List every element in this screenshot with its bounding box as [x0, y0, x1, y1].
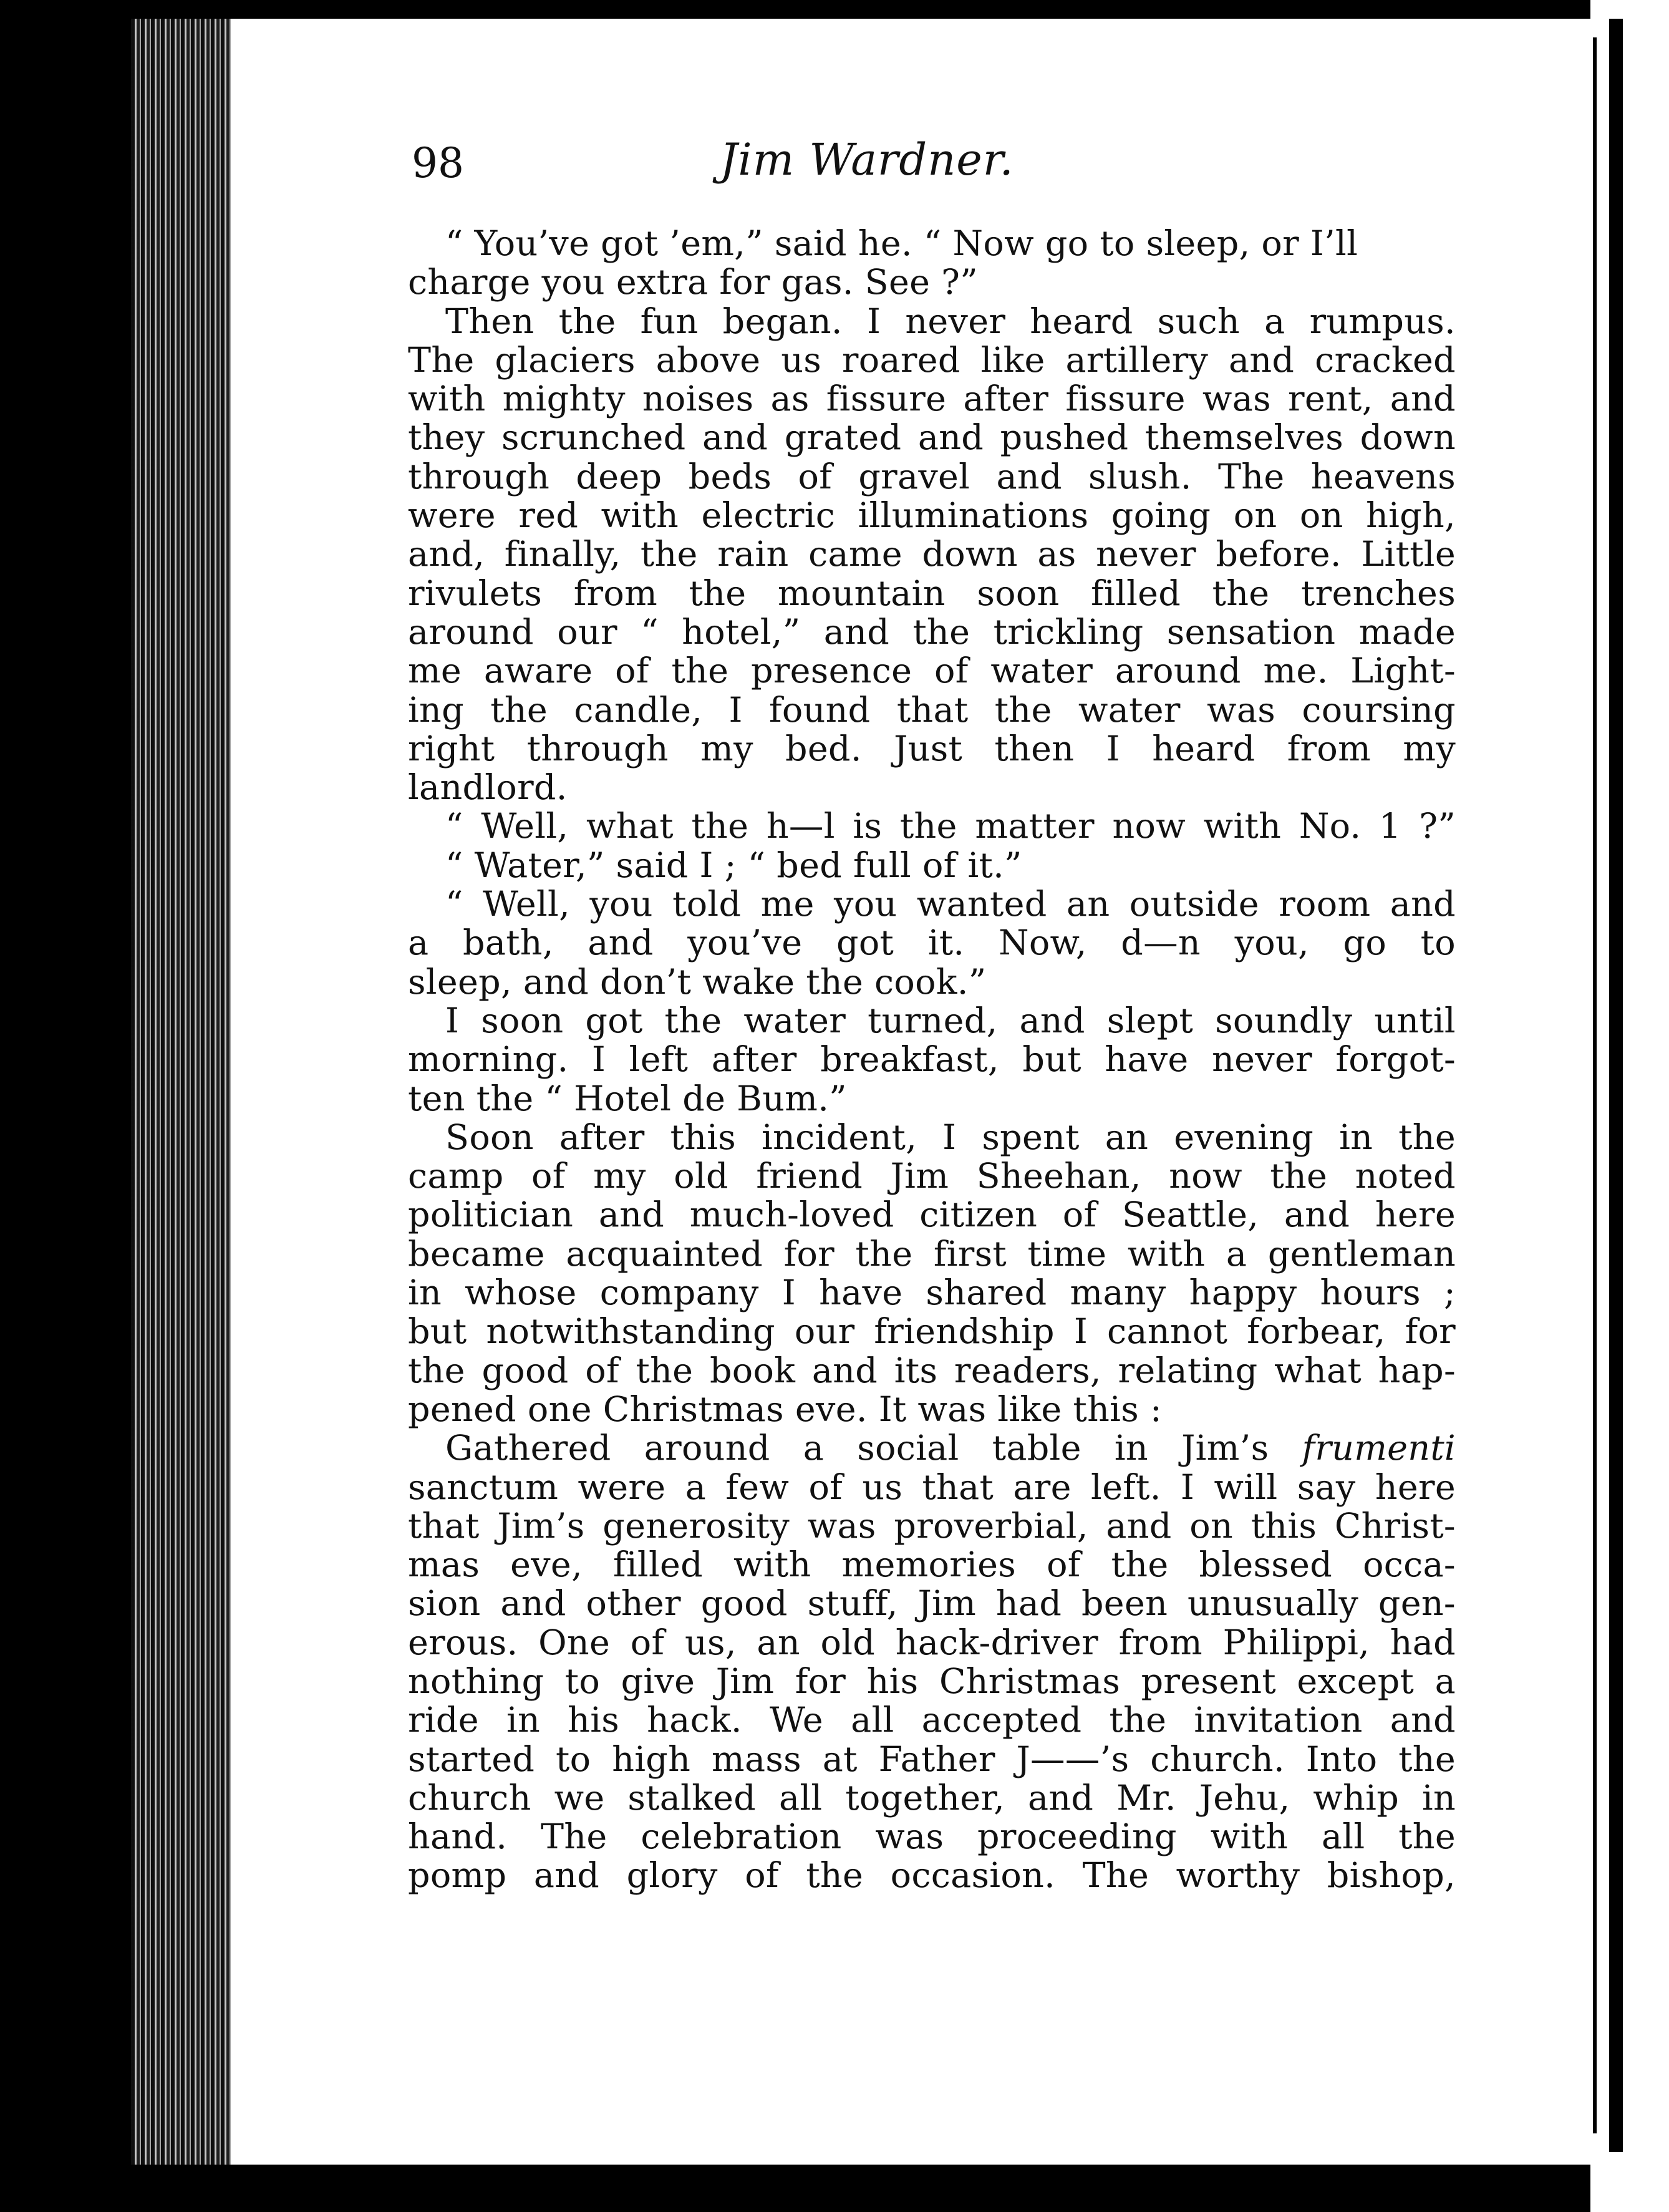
- gutter-line: [1609, 19, 1623, 2152]
- text-line: sion and other good stuff, Jim had been unusually gen-: [408, 1584, 1456, 1624]
- text-line: “ Well, you told me you wanted an outside room and: [445, 885, 1456, 924]
- text-line: the good of the book and its readers, relating what hap-: [408, 1351, 1456, 1390]
- right-binding: [1590, 0, 1669, 2212]
- text-line: they scrunched and grated and pushed themselves down: [408, 419, 1456, 458]
- text-line: with mighty noises as fissure after fissure was rent, and: [408, 380, 1456, 419]
- book-page: [231, 19, 1590, 2165]
- text-line: a bath, and you’ve got it. Now, d—n you, go to: [408, 924, 1456, 963]
- text-line: ing the candle, I found that the water was coursing: [408, 691, 1456, 730]
- text-line: sleep, and don’t wake the cook.”: [408, 961, 987, 1002]
- text-line: in whose company I have shared many happy hours ;: [408, 1274, 1456, 1313]
- text-line: that Jim’s generosity was proverbial, and on this Christ-: [408, 1506, 1456, 1546]
- text-line: The glaciers above us roared like artillery and cracked: [408, 341, 1456, 381]
- page-edges: [131, 19, 231, 2165]
- body-text: [408, 225, 1456, 1896]
- text-line: but notwithstanding our friendship I cannot forbear, for: [408, 1312, 1456, 1352]
- text-line: “ Well, what the h—l is the matter now with No. 1 ?”: [445, 807, 1456, 846]
- text-line: became acquainted for the first time with a gentleman: [408, 1235, 1456, 1274]
- text-line: and, finally, the rain came down as never before. Little: [408, 535, 1456, 575]
- text-line: ten the “ Hotel de Bum.”: [408, 1078, 847, 1119]
- text-line: politician and much-loved citizen of Seattle, and here: [408, 1196, 1456, 1235]
- text-line: camp of my old friend Jim Sheehan, now the noted: [408, 1157, 1456, 1196]
- text-line: were red with electric illuminations going on on high,: [408, 497, 1456, 536]
- running-title: Jim Wardner.: [720, 134, 1014, 185]
- text-line: hand. The celebration was proceeding with all the: [408, 1818, 1456, 1857]
- page-number: 98: [412, 139, 464, 187]
- text-line: pened one Christmas eve. It was like this :: [408, 1389, 1162, 1430]
- text-line: church we stalked all together, and Mr. Jehu, whip in: [408, 1778, 1456, 1818]
- text-line: mas eve, filled with memories of the blessed occa-: [408, 1546, 1456, 1585]
- text-line: landlord.: [408, 767, 568, 808]
- text-line: “ You’ve got ’em,” said he. “ Now go to sleep, or I’ll: [445, 223, 1358, 264]
- text-line: Soon after this incident, I spent an evening in the: [445, 1118, 1456, 1158]
- text-line: charge you extra for gas. See ?”: [408, 262, 978, 303]
- text-line: me aware of the presence of water around me. Light-: [408, 652, 1456, 691]
- page-header: [412, 134, 1322, 209]
- text-line: started to high mass at Father J——’s church. Into the: [408, 1740, 1456, 1779]
- text-line: rivulets from the mountain soon filled the trenches: [408, 574, 1456, 613]
- text-line: around our “ hotel,” and the trickling sensation made: [408, 613, 1456, 652]
- text-line: erous. One of us, an old hack-driver from Philippi, had: [408, 1623, 1456, 1662]
- text-line: sanctum were a few of us that are left. I will say here: [408, 1468, 1456, 1507]
- text-line: ride in his hack. We all accepted the invitation and: [408, 1701, 1456, 1740]
- text-line: I soon got the water turned, and slept soundly until: [445, 1001, 1456, 1041]
- text-line: “ Water,” said I ; “ bed full of it.”: [445, 845, 1022, 886]
- text-line: pomp and glory of the occasion. The worthy bishop,: [408, 1856, 1456, 1896]
- text-line: through deep beds of gravel and slush. The heavens: [408, 457, 1456, 497]
- text-line: Gathered around a social table in Jim’s frumenti: [445, 1429, 1456, 1468]
- text-line: Then the fun began. I never heard such a rumpus.: [445, 302, 1456, 341]
- text-line: morning. I left after breakfast, but have never forgot-: [408, 1041, 1456, 1080]
- text-line: nothing to give Jim for his Christmas present except a: [408, 1662, 1456, 1702]
- gutter-line-thin: [1593, 37, 1597, 2133]
- text-line: right through my bed. Just then I heard from my: [408, 729, 1456, 769]
